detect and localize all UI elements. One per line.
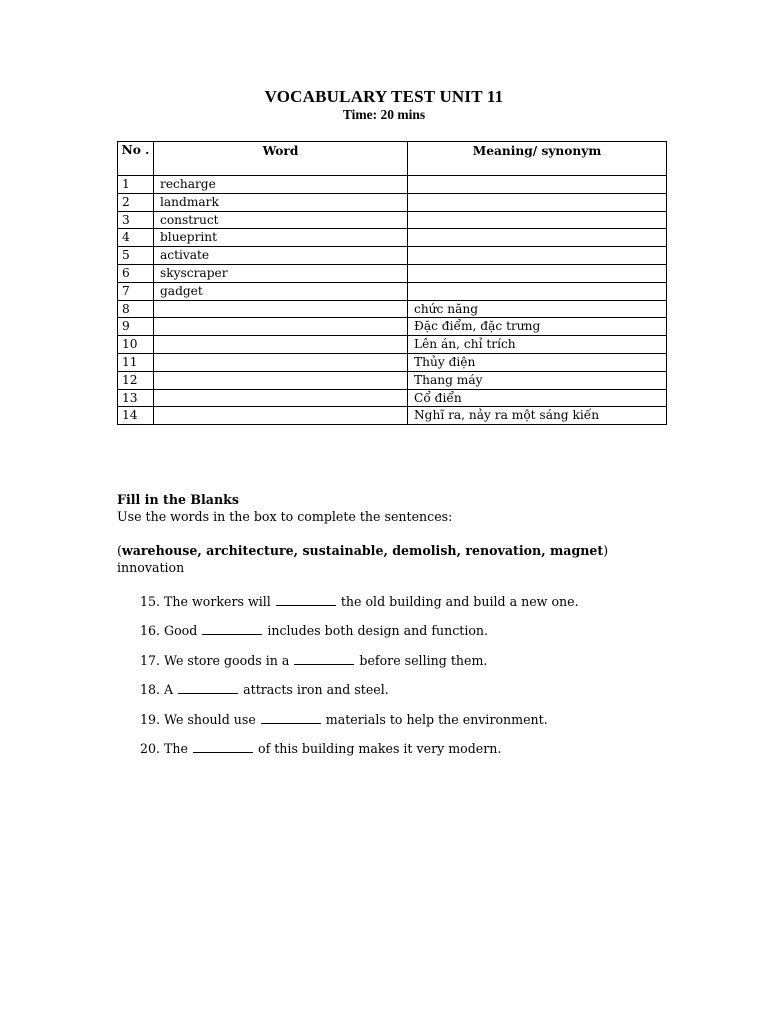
word-box-extra-word: innovation bbox=[117, 560, 185, 575]
word-cell: gadget bbox=[154, 282, 408, 300]
question-text-after: before selling them. bbox=[355, 652, 488, 668]
question-item bbox=[140, 652, 579, 681]
question-text-after: materials to help the environment. bbox=[321, 711, 548, 727]
answer-blank[interactable] bbox=[261, 711, 321, 724]
meaning-cell bbox=[408, 193, 667, 211]
word-box-close: ) bbox=[603, 543, 609, 558]
row-number: 4 bbox=[118, 229, 154, 247]
word-cell bbox=[154, 300, 408, 318]
table-row bbox=[118, 176, 667, 194]
meaning-cell bbox=[408, 176, 667, 194]
meaning-cell bbox=[408, 247, 667, 265]
answer-blank[interactable] bbox=[193, 740, 253, 753]
word-cell bbox=[154, 318, 408, 336]
question-item bbox=[140, 711, 579, 740]
question-item bbox=[140, 622, 579, 651]
table-row bbox=[118, 336, 667, 354]
fill-blanks-heading: Fill in the Blanks bbox=[117, 492, 239, 507]
table-header-row bbox=[118, 142, 667, 176]
row-number: 1 bbox=[118, 176, 154, 194]
word-box-words: warehouse, architecture, sustainable, demolish, renovation, magnet bbox=[121, 543, 604, 558]
question-text-before: 16. Good bbox=[140, 623, 202, 639]
column-header-no: No . bbox=[118, 142, 154, 176]
question-item bbox=[140, 681, 579, 710]
question-text-after: of this building makes it very modern. bbox=[254, 740, 502, 756]
word-box-open: ( bbox=[117, 543, 122, 558]
word-cell bbox=[154, 336, 408, 354]
row-number: 9 bbox=[118, 318, 154, 336]
question-text-before: 20. The bbox=[140, 740, 192, 756]
vocabulary-table bbox=[117, 141, 667, 425]
meaning-cell: Thang máy bbox=[408, 371, 667, 389]
vocabulary-table-body bbox=[118, 176, 667, 425]
meaning-cell: Thủy điện bbox=[408, 353, 667, 371]
question-list bbox=[140, 593, 579, 769]
word-cell: skyscraper bbox=[154, 264, 408, 282]
question-text-after: the old building and build a new one. bbox=[336, 594, 579, 609]
question-text-before: 19. We should use bbox=[140, 711, 260, 727]
table-row bbox=[118, 318, 667, 336]
row-number: 14 bbox=[118, 407, 154, 425]
question-item bbox=[140, 593, 579, 622]
row-number: 7 bbox=[118, 282, 154, 300]
word-cell: landmark bbox=[154, 193, 408, 211]
question-text-after: includes both design and function. bbox=[263, 623, 489, 639]
word-cell: activate bbox=[154, 247, 408, 265]
table-row bbox=[118, 193, 667, 211]
table-row bbox=[118, 371, 667, 389]
question-text-before: 15. The workers will bbox=[140, 594, 275, 609]
word-box bbox=[117, 542, 608, 559]
meaning-cell bbox=[408, 211, 667, 229]
row-number: 3 bbox=[118, 211, 154, 229]
meaning-cell: Cổ điển bbox=[408, 389, 667, 407]
meaning-cell: chức năng bbox=[408, 300, 667, 318]
column-header-word: Word bbox=[154, 142, 408, 176]
row-number: 11 bbox=[118, 353, 154, 371]
table-row bbox=[118, 389, 667, 407]
word-cell bbox=[154, 353, 408, 371]
meaning-cell bbox=[408, 282, 667, 300]
table-row bbox=[118, 264, 667, 282]
time-limit: Time: 20 mins bbox=[342, 107, 426, 122]
question-text-before: 17. We store goods in a bbox=[140, 652, 294, 668]
table-row bbox=[118, 247, 667, 265]
word-cell: blueprint bbox=[154, 229, 408, 247]
meaning-cell: Đặc điểm, đặc trưng bbox=[408, 318, 667, 336]
table-row bbox=[118, 211, 667, 229]
row-number: 10 bbox=[118, 336, 154, 354]
answer-blank[interactable] bbox=[276, 593, 336, 606]
word-cell bbox=[154, 371, 408, 389]
row-number: 5 bbox=[118, 247, 154, 265]
question-text-before: 18. A bbox=[140, 682, 178, 698]
meaning-cell: Nghĩ ra, nảy ra một sáng kiến bbox=[408, 407, 667, 425]
answer-blank[interactable] bbox=[178, 681, 238, 694]
column-header-meaning: Meaning/ synonym bbox=[408, 142, 667, 176]
row-number: 6 bbox=[118, 264, 154, 282]
row-number: 12 bbox=[118, 371, 154, 389]
fill-blanks-instruction: Use the words in the box to complete the sentences: bbox=[117, 509, 453, 524]
row-number: 13 bbox=[118, 389, 154, 407]
question-item bbox=[140, 740, 579, 769]
meaning-cell bbox=[408, 264, 667, 282]
table-row bbox=[118, 229, 667, 247]
table-row bbox=[118, 282, 667, 300]
answer-blank[interactable] bbox=[202, 622, 262, 635]
table-row bbox=[118, 353, 667, 371]
word-cell: construct bbox=[154, 211, 408, 229]
word-cell bbox=[154, 389, 408, 407]
table-row bbox=[118, 407, 667, 425]
question-text-after: attracts iron and steel. bbox=[239, 682, 389, 698]
row-number: 2 bbox=[118, 193, 154, 211]
answer-blank[interactable] bbox=[294, 652, 354, 665]
meaning-cell bbox=[408, 229, 667, 247]
word-cell: recharge bbox=[154, 176, 408, 194]
meaning-cell: Lên án, chỉ trích bbox=[408, 336, 667, 354]
table-row bbox=[118, 300, 667, 318]
page-title: VOCABULARY TEST UNIT 11 bbox=[264, 87, 504, 106]
word-cell bbox=[154, 407, 408, 425]
row-number: 8 bbox=[118, 300, 154, 318]
